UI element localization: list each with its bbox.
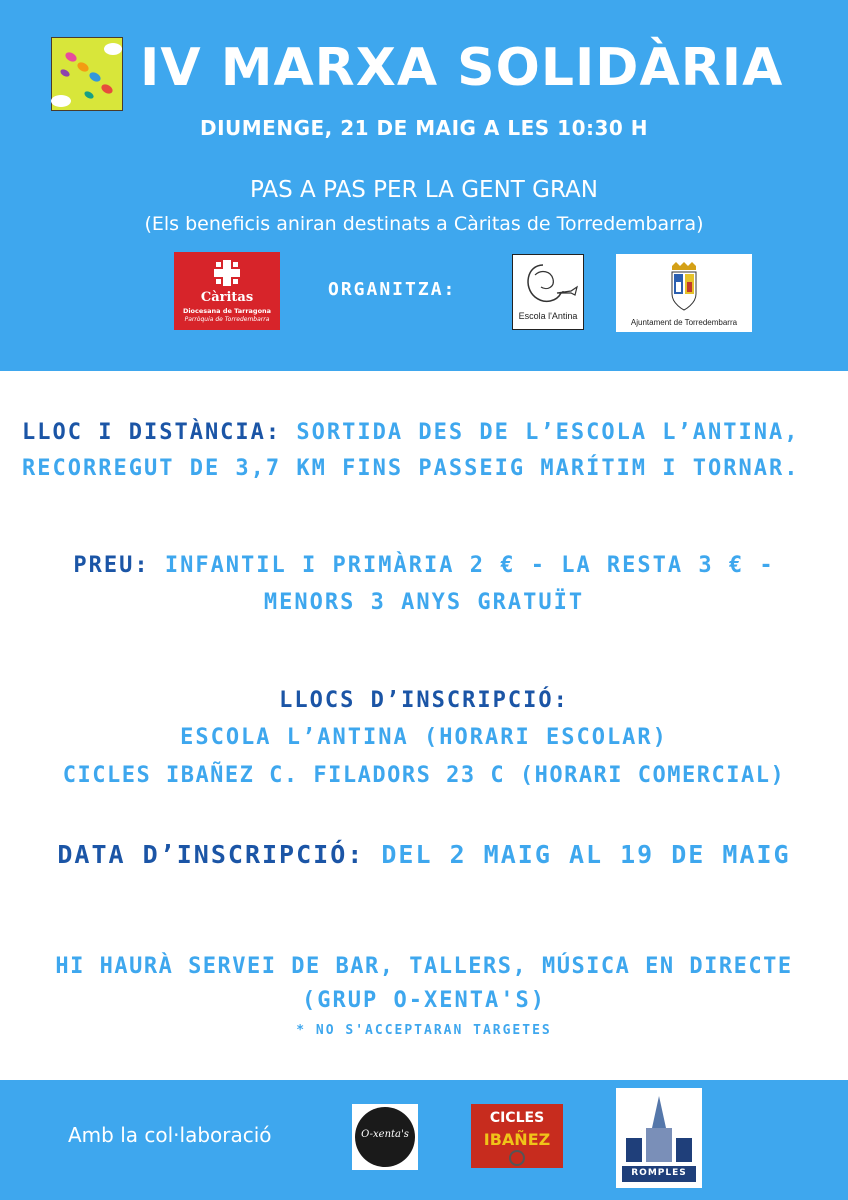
preu-text-2: MENORS 3 ANYS GRATUÏT [263, 590, 585, 615]
lloc-text-2: RECORREGUT DE 3,7 KM FINS PASSEIG MARÍTIM I TORNAR. [22, 456, 800, 481]
escola-antina-logo [512, 254, 584, 330]
cicles-top: CICLES [489, 1110, 545, 1126]
llocs-line-1: ESCOLA L’ANTINA (HORARI ESCOLAR) [180, 725, 668, 750]
caritas-name: Càritas [200, 290, 254, 305]
preu-label: PREU: [73, 553, 150, 578]
escola-antina-name: Escola l'Antina [518, 311, 578, 321]
organizer-label: ORGANITZA: [328, 279, 457, 300]
event-title: IV MARXA SOLIDÀRIA [140, 38, 784, 98]
oxentas-name: O-xenta's [361, 1129, 409, 1140]
preu-line-1 [0, 553, 848, 578]
llocs-label: LLOCS D’INSCRIPCIÓ: [279, 688, 569, 713]
paraules-logo [616, 1088, 702, 1188]
event-date: DIUMENGE, 21 DE MAIG A LES 10:30 H [199, 116, 649, 140]
data-line [0, 840, 848, 869]
event-logo [51, 37, 123, 111]
event-slogan: PAS A PAS PER LA GENT GRAN [250, 177, 598, 203]
serveis-note: * NO S'ACCEPTARAN TARGETES [296, 1023, 552, 1038]
oxentas-logo [352, 1104, 418, 1170]
serveis-line-2: (GRUP O-XENTA'S) [302, 988, 546, 1013]
cicles-bottom: IBAÑEZ [483, 1130, 551, 1149]
lloc-text-1: SORTIDA DES DE L’ESCOLA L’ANTINA, [296, 420, 800, 445]
caritas-line1: Diocesana de Tarragona [182, 307, 272, 315]
collaboration-text: Amb la col·laboració [68, 1123, 272, 1147]
lloc-label: LLOC I DISTÀNCIA: [22, 420, 282, 445]
cicles-ibanez-logo [471, 1104, 563, 1168]
ajuntament-logo [616, 254, 752, 332]
lloc-line-1 [22, 420, 842, 445]
llocs-line-2: CICLES IBAÑEZ C. FILADORS 23 C (HORARI COMERCIAL) [62, 763, 786, 788]
caritas-line2: Parròquia de Torredembarra [184, 316, 270, 323]
data-label: DATA D’INSCRIPCIÓ: [57, 840, 365, 869]
ajuntament-name: Ajuntament de Torredembarra [630, 318, 738, 327]
preu-text-1: INFANTIL I PRIMÀRIA 2 € - LA RESTA 3 € - [164, 553, 775, 578]
caritas-logo [174, 252, 280, 330]
serveis-line-1: HI HAURÀ SERVEI DE BAR, TALLERS, MÚSICA EN DIRECTE [55, 954, 793, 979]
benefits-note: (Els beneficis aniran destinats a Càritas de Torredembarra) [144, 213, 704, 235]
data-text: DEL 2 MAIG AL 19 DE MAIG [381, 840, 791, 869]
paraules-text: ROMPLES [631, 1168, 687, 1178]
